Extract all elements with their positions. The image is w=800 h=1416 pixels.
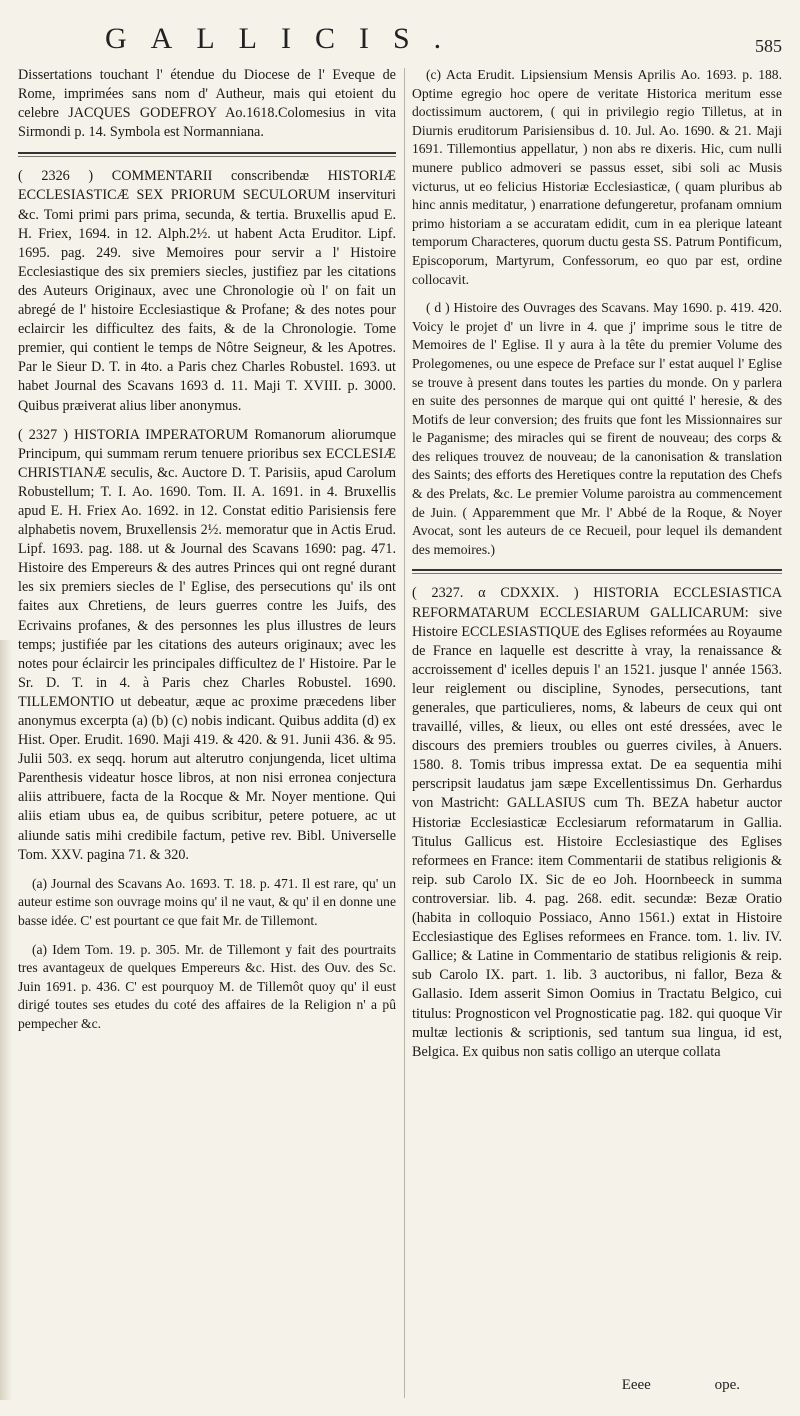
footnote-c-acta: (c) Acta Erudit. Lipsiensium Mensis Aprilis Ao. 1693. p. 188. Optime egregio hoc opere de veritate Historica meritum esse doctissimum auctorem, ( qui in privilegio regio Tilletus, at in Diurnis eruditorum Parisiensibus d. 10. Jul. Ao. 1690. & 21. Maji 1691. Tillemontius appellatur, ) non abs re dixeris. Hic, cum nulli munere publico admoveri se passus esset, sibi soli ac Musis victurus, ut eo felicius Historiæ Ecclesiasticæ, ( quam pluribus ab hinc annis meditatur, ) enarratione defungeretur, profanam omnium primo historiam a se accuratam edidit, cum in ea plerique lateant temporum Characteres, quorum ductu gesta SS. Patrum Pontificum, Episcoporum, Martyrum, Confessorum, eo quo par est, ordine collocavit. [412,67,782,287]
footnote-a-journal: (a) Journal des Scavans Ao. 1693. T. 18. p. 471. Il est rare, qu' un auteur estime son ouvrage moins qu' il ne vaut, & qu' il en donne une basse idée. C' est pourtant ce que fait Mr. de Tillemont. [18,875,396,928]
entry-2326: ( 2326 ) COMMENTARII conscribendæ HISTORIÆ ECCLESIASTICÆ SEX PRIORUM SECULORUM inservituri &c. Tomi primi pars prima, secunda, & tertia. Bruxellis apud E. H. Friex, 1694. in 12. Alph.2½. ut habent Acta Eruditor. Lipf. 1695. pag. 249. sive Memoires pour servir a l' Histoire Ecclesiastique des six premiers siecles, justifiez par les citations des Auteurs Originaux, avec une Chronologie où l' on fait un abregé de l' histoire Ecclesiastique & Profane; & des notes pour eclaircir les difficultez des faits, & de la Chronologie. Tome premier, qui contient le temps de Nôtre Seigneur, & les Apotres. Par le Sieur D. T. in 4to. a Paris chez Charles Robustel. 1693. ut habet Journal des Scavans 1693 d. 11. Maji T. XVIII. p. 3000. Quibus præiverat alius liber anonymus. [18,168,396,414]
footnote-d-histoire: ( d ) Histoire des Ouvrages des Scavans. May 1690. p. 419. 420. Voicy le projet d' un livre in 4. que j' imprime sous le titre de Memoires de l' Eglise. Il y aura à la tête du premier Volume des Prolegomenes, ou une espece de Preface sur l' estat auquel l' Eglise se trouve à present dans toutes les parties du monde. On y parlera en suite des personnes de marque qui ont quitté l' heresie, & des Motifs de leur conversion; des fruits que font les Missionnaires sur le Paganisme; des miracles qui se firent de nouveau; des corps & des reliques trouvez de nouveau; de la canonisation & translation des Saints; des efforts des Heretiques contre la reputation des Chefs & des Prelats, &c. Le premier Volume paroistra au commencement de Juin. ( Apparemment que Mr. l' Abbé de la Roque, & Noyer Avocat, sont les auteurs de ce Recueil, pour lequel ils demandent des memoires.) [412,300,782,557]
footnote-a-idem: (a) Idem Tom. 19. p. 305. Mr. de Tillemont y fait des pourtraits tres avantageux de quelques Empereurs &c. Hist. des Ouv. des Sc. Juin 1691. p. 436. C' est pourquoy M. de Tillemôt quoy qu' il eust dirigé toutes ses etudes du coté des affaires de la Religion n' a pû pempecher &c. [18,941,396,1031]
page-header [0,22,800,62]
left-column [18,66,396,1396]
page-edge-shadow [0,640,12,1400]
catchword: ope. [714,1377,740,1393]
entry-2327: ( 2327 ) HISTORIA IMPERATORUM Romanorum aliorumque Principum, qui summam rerum tenuere prioribus sex ECCLESIÆ CHRISTIANÆ seculis, &c. Auctore D. T. Parisiis, apud Carolum Robustellum; T. I. Ao. 1690. Tom. II. A. 1691. in 4. Bruxellis apud E. H. Friex Ao. 1692. in 12. Constat editio Parisiensis fere alphabetis novem, Bruxellensis 2½. memoratur que in Actis Erud. Lipf. 1693. pag. 188. ut & Journal des Scavans 1690: pag. 471. Histoire des Empereurs & des autres Princes qui ont regné durant les six premiers siecles de l' Eglise, des persecutions qu' ils ont faites aux Chretiens, de leurs guerres contre les Juifs, des Ecrivains profanes, & des personnes les plus illustres de leurs temps; justifiée par les citations des auteurs originaux; avec les notes pour éclaircir les principales difficultez de l' Histoire. Par le Sr. D. T. in 4. à Paris chez Charles Robustel. 1690. TILLEMONTIO ut debeatur, æque ac proxime præcedens liber anonymus excerpta (a) (b) (c) nobis indicant. Quibus addita (d) ex Hist. Oper. Erudit. 1690. Maji 419. & 420. & 91. Junii 436. & 95. Julii 503. ex seqq. horum aut alterutro conjungenda, licet ultima Parenthesis videatur hosce libros, at non nisi erronea conjectura aliis attribuere, facta de la Rocque & Mr. Noyer mentione. Qui aliis etiam ubus ea, de quibus scribitur, petere potuere, ac ut aliunde satis mihi credibile factum, petive rev. Bibl. Universelle Tom. XXV. pagina 71. & 320. [18,426,396,863]
dissertations-entry: Dissertations touchant l' étendue du Diocese de l' Eveque de Rome, imprimées sans nom d' Autheur, mais qui etoient du celebre JACQUES GODEFROY Ao.1618.Colomesius in vita Sirmondi p. 14. Symbola est Normanniana. [18,67,396,141]
entry-2327-alpha: ( 2327. α CDXXIX. ) HISTORIA ECCLESIASTICA REFORMATARUM ECCLESIARUM GALLICARUM: sive Histoire ECCLESIASTIQUE des Eglises reformées au Royaume de France en laquelle est descritte à vray, la renaissance & accroissement d' icelles depuis l' an 1521. jusque l' année 1563. leur reiglement ou discipline, Synodes, persecutions, tant generales, que particulieres, noms, & labeurs de ceux qui ont travaillé, villes, & lieux, ou elles ont esté dressées, avec le discours des premiers troubles ou guerres civiles, à Anuers. 1580. 8. Tomis tribus impressa extat. De ea sequentia mihi perscripsit laudatus jam sæpe Excellentissimus Dn. Gerhardus von Mastricht: GALLASIUS cum Th. BEZA habetur auctor Historiæ Ecclesiasticæ Ecclesiarum reformatarum in Gallia. Titulus Gallicus est. Histoire Ecclesiastique des Eglises reformees en France: item Commentarii de statibus religionis & reip. sub Carolo IX. Sic de eo Joh. Hoornbeeck in summa controversiar. lib. 4. pag. 268. edit. secundæ: Bezæ Oratio (habita in colloquio Possiaco, Anno 1561.) extat in Histoire Ecclesiastique des Eglises reformees en France. tom. 1. liv. IV. Gallice; & Latine in Commentario de statibus religionis & reip. sub Carolo IX. part. 1. lib. 3 auctoribus, ni fallor, Beza & Gallasio. Idem asserit Simon Oomius in Tractatu Belgico, cui titulus: Prognosticon vel Prognosticatie pag. 182. qui quoque Vir multæ lectionis & scriptionis, sed tantum sua lingua, id est, Belgica. Ex quibus non satis colligo an uterque collata [412,585,782,1060]
page-number: 585 [755,36,782,56]
right-column [412,66,782,1396]
section-rule-right [412,569,782,574]
page-footer [562,1377,740,1394]
column-divider [404,68,405,1398]
signature-mark: Eeee [621,1377,651,1393]
section-rule [18,152,396,157]
running-title: GALLICIS. [105,22,466,55]
